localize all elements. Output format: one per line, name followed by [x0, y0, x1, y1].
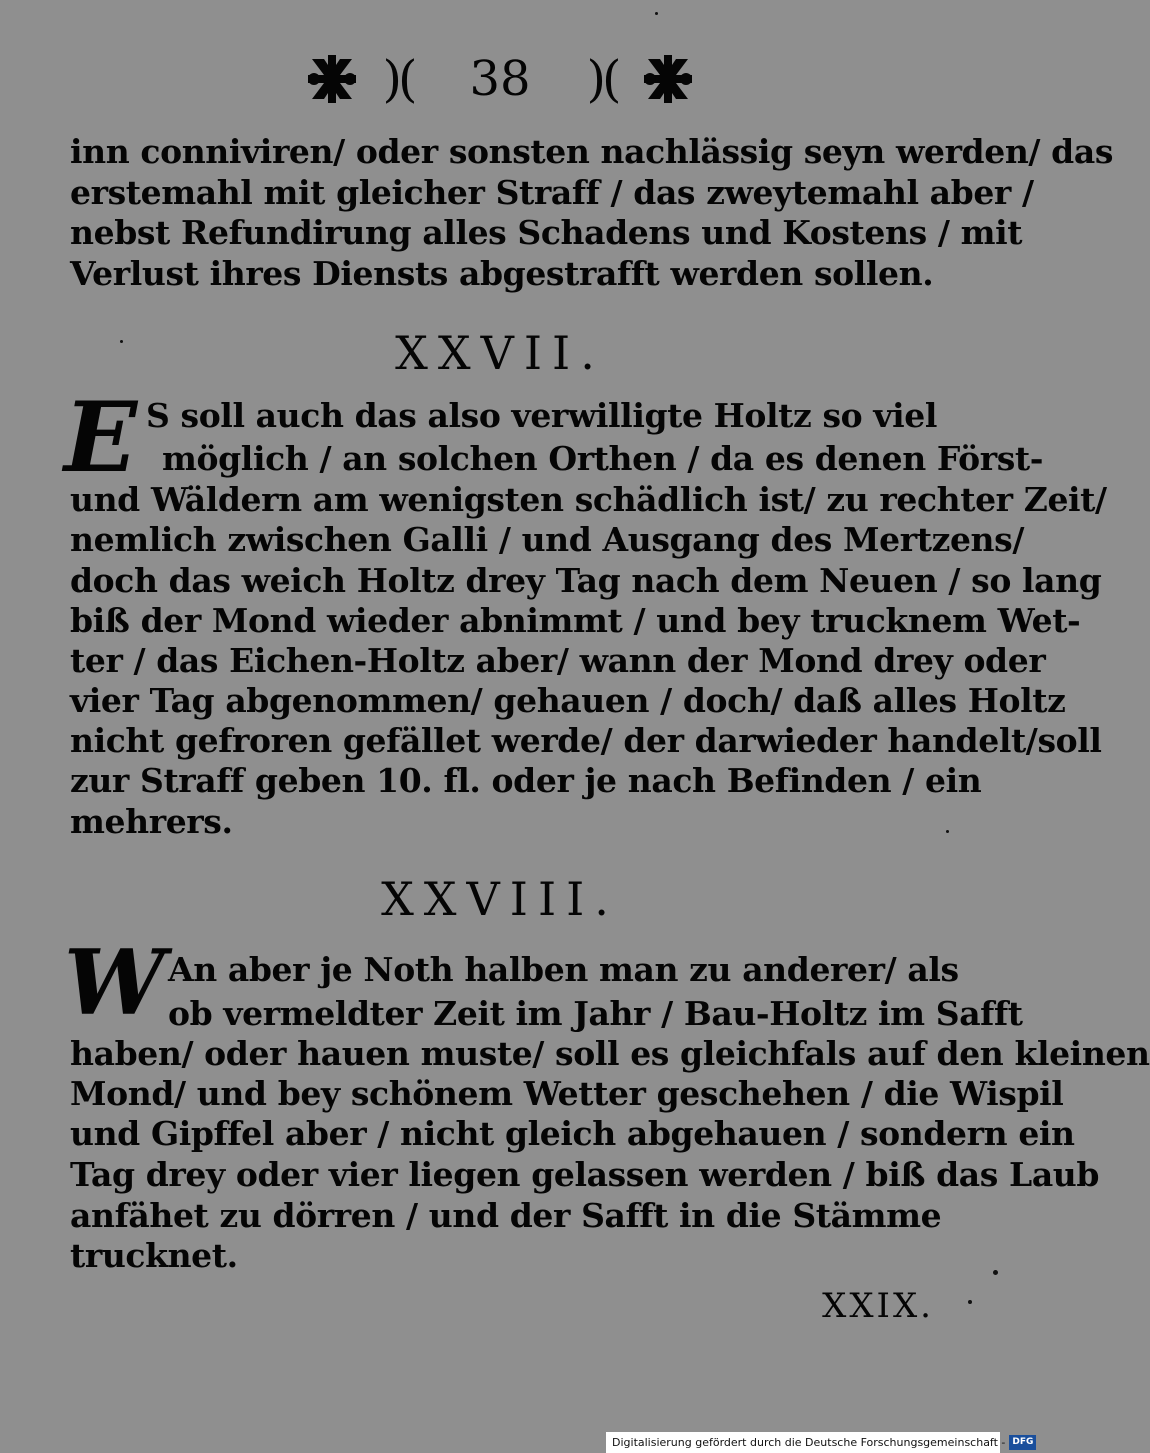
text-line: inn conniviren/ oder sonsten nachlässig seyn werden/ das	[70, 132, 1113, 171]
text-line: und Gipffel aber / nicht gleich abgehauen / sondern ein	[70, 1114, 1075, 1153]
scan-speck	[968, 1300, 972, 1304]
section-heading: XXVIII.	[381, 872, 619, 926]
text-line: mehrers.	[70, 802, 233, 841]
scan-speck	[946, 830, 949, 833]
scan-speck	[993, 1270, 998, 1275]
text-line: Mond/ und bey schönem Wetter geschehen / die Wispil	[70, 1074, 1064, 1113]
text-line: Verlust ihres Diensts abgestrafft werden sollen.	[70, 254, 934, 293]
header-bracket-right: )(	[586, 50, 618, 108]
scan-speck	[655, 12, 658, 15]
ornament-left-icon	[304, 53, 360, 105]
page-header	[0, 44, 1000, 114]
drop-cap-initial: E	[64, 381, 138, 494]
text-line: nebst Refundirung alles Schadens und Kostens / mit	[70, 213, 1023, 252]
page-number: 38	[469, 51, 531, 107]
footer-text: Digitalisierung gefördert durch die Deutsche Forschungsgemeinschaft -	[612, 1436, 1006, 1449]
text-line: ob vermeldter Zeit im Jahr / Bau-Holtz im Safft	[168, 994, 1023, 1033]
text-line: und Wäldern am wenigsten schädlich ist/ zu rechter Zeit/	[70, 480, 1107, 519]
drop-cap-initial: W	[64, 930, 166, 1036]
text-line: möglich / an solchen Orthen / da es denen Först-	[162, 439, 1044, 478]
text-line: S soll auch das also verwilligte Holtz so viel	[146, 396, 937, 435]
digitization-footer	[606, 1432, 1034, 1453]
text-line: nemlich zwischen Galli / und Ausgang des Mertzens/	[70, 520, 1024, 559]
text-line: An aber je Noth halben man zu anderer/ als	[168, 950, 959, 989]
dfg-logo-icon: DFG	[1009, 1435, 1036, 1450]
text-line: Tag drey oder vier liegen gelassen werden / biß das Laub	[70, 1155, 1100, 1194]
text-line: ter / das Eichen-Holtz aber/ wann der Mond drey oder	[70, 641, 1046, 680]
catchword: XXIX.	[822, 1286, 934, 1326]
text-line: doch das weich Holtz drey Tag nach dem Neuen / so lang	[70, 561, 1102, 600]
text-line: haben/ oder hauen muste/ soll es gleichfals auf den kleinen	[70, 1034, 1150, 1073]
text-line: nicht gefroren gefället werde/ der darwieder handelt/soll	[70, 721, 1102, 760]
text-line: vier Tag abgenommen/ gehauen / doch/ daß alles Holtz	[70, 681, 1066, 720]
text-line: anfähet zu dörren / und der Safft in die Stämme	[70, 1196, 942, 1235]
text-line: biß der Mond wieder abnimmt / und bey trucknem Wet-	[70, 601, 1081, 640]
text-line: erstemahl mit gleicher Straff / das zweytemahl aber /	[70, 173, 1034, 212]
section-heading: XXVII.	[395, 326, 605, 380]
scan-speck	[120, 340, 123, 343]
header-bracket-left: )(	[382, 50, 414, 108]
text-line: zur Straff geben 10. fl. oder je nach Befinden / ein	[70, 761, 982, 800]
ornament-right-icon	[640, 53, 696, 105]
text-line: trucknet.	[70, 1236, 238, 1275]
